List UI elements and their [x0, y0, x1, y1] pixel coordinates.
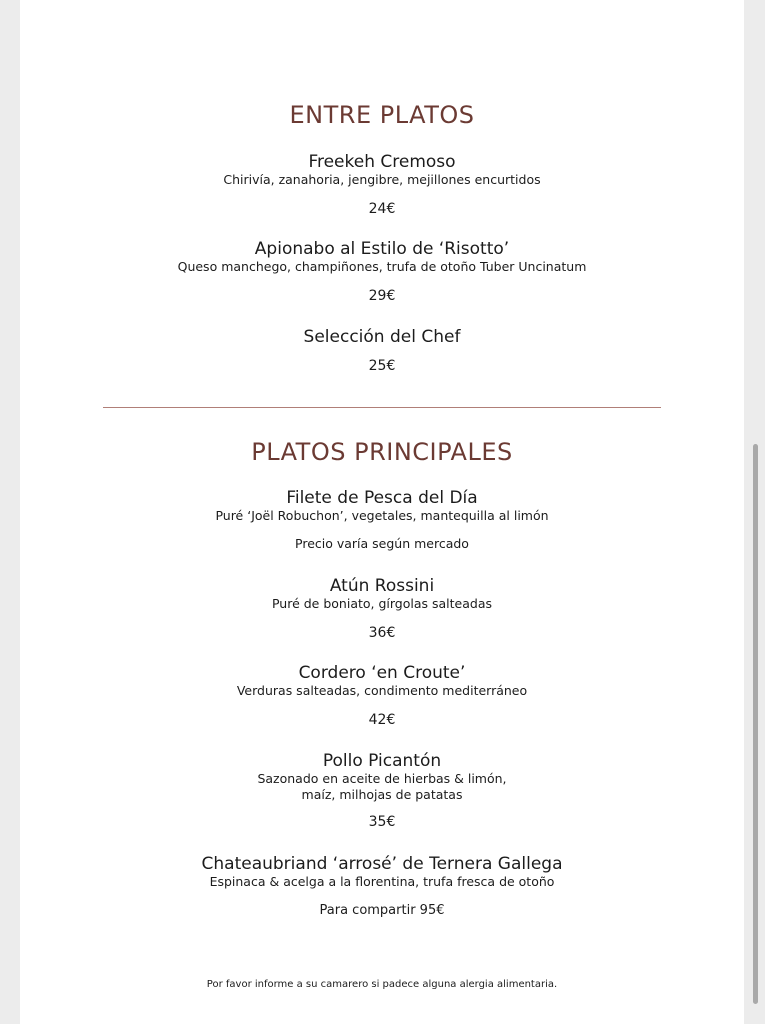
item-description: Queso manchego, champiñones, trufa de otoño Tuber Uncinatum — [177, 259, 587, 274]
item-description: Espinaca & acelga a la florentina, trufa fresca de otoño — [209, 874, 555, 889]
menu-item-apionabo — [20, 239, 744, 305]
item-price: 25€ — [368, 358, 396, 374]
section-divider — [103, 407, 661, 408]
menu-item-cordero — [20, 663, 744, 729]
scrollbar[interactable] — [753, 444, 758, 1004]
item-price: 29€ — [368, 288, 396, 304]
item-price: 35€ — [368, 814, 396, 830]
item-description: Puré de boniato, gírgolas salteadas — [271, 596, 493, 611]
item-name: Selección del Chef — [303, 327, 461, 347]
menu-item-seleccion-chef — [20, 327, 744, 375]
menu-item-chateaubriand — [20, 854, 744, 920]
item-name: Apionabo al Estilo de ‘Risotto’ — [254, 239, 510, 259]
menu-item-filete-pesca — [20, 488, 744, 552]
item-price: Precio varía según mercado — [295, 536, 469, 551]
item-name: Pollo Picantón — [322, 751, 442, 771]
item-description-line-2: maíz, milhojas de patatas — [301, 787, 463, 802]
item-price: 36€ — [368, 625, 396, 641]
item-description-line-1: Sazonado en aceite de hierbas & limón, — [257, 771, 507, 786]
allergy-footer-note: Por favor informe a su camarero si padece alguna alergia alimentaria. — [206, 979, 558, 990]
item-description: Puré ‘Joël Robuchon’, vegetales, mantequilla al limón — [215, 508, 549, 523]
menu-item-atun-rossini — [20, 576, 744, 642]
item-name: Cordero ‘en Croute’ — [298, 663, 466, 683]
item-price: 42€ — [368, 712, 396, 728]
item-price: Para compartir 95€ — [319, 903, 445, 918]
item-price: 24€ — [368, 201, 396, 217]
section-title-entre-platos: ENTRE PLATOS — [289, 101, 475, 129]
menu-item-freekeh — [20, 152, 744, 218]
item-name: Freekeh Cremoso — [308, 152, 456, 172]
section-title-platos-principales: PLATOS PRINCIPALES — [251, 438, 513, 466]
item-name: Chateaubriand ‘arrosé’ de Ternera Gallega — [201, 854, 563, 874]
menu-page — [20, 0, 744, 1024]
item-name: Atún Rossini — [329, 576, 435, 596]
item-description: Verduras salteadas, condimento mediterráneo — [236, 683, 528, 698]
item-description: Chirivía, zanahoria, jengibre, mejillones encurtidos — [223, 172, 541, 187]
menu-item-pollo-picanton — [20, 751, 744, 831]
item-name: Filete de Pesca del Día — [286, 488, 478, 508]
